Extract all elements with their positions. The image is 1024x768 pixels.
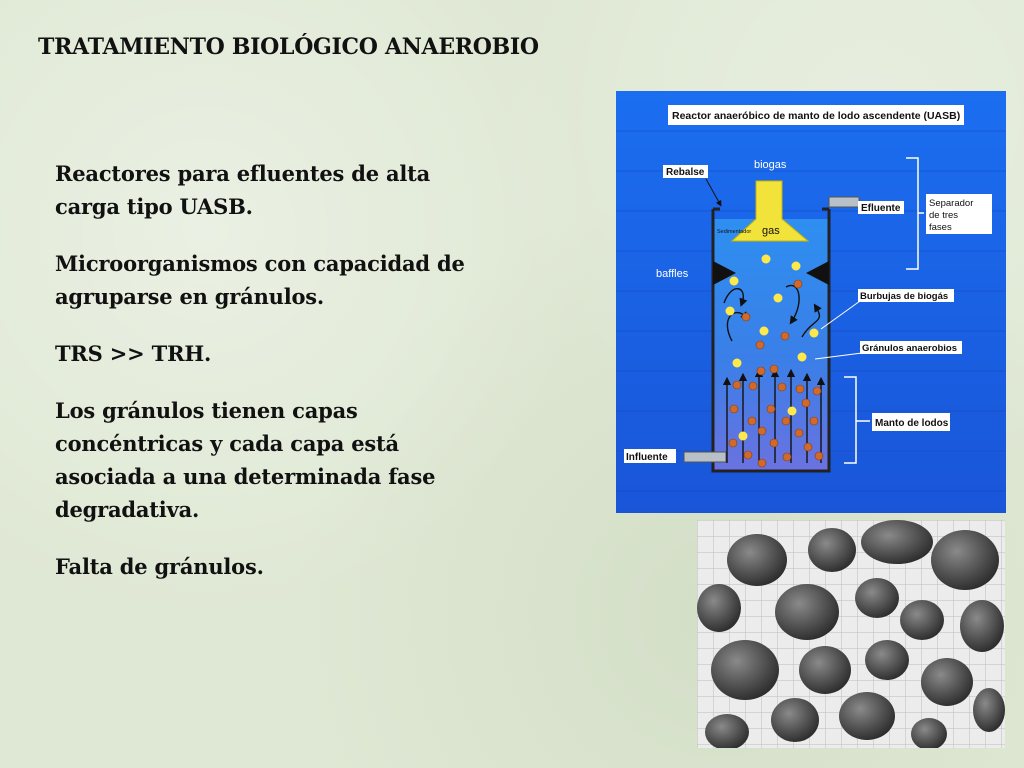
rebalse-label: Rebalse bbox=[666, 167, 705, 178]
baffles-label: baffles bbox=[656, 268, 689, 280]
manto-label: Manto de lodos bbox=[875, 418, 949, 429]
influent-pipe bbox=[684, 452, 726, 462]
separador-line-1: Separador bbox=[929, 198, 974, 209]
reactor-liquid bbox=[713, 219, 829, 471]
granules-photo bbox=[697, 520, 1005, 748]
influente-label: Influente bbox=[626, 452, 668, 463]
biogas-label: biogas bbox=[754, 159, 787, 171]
paragraph-granulos-capas: Los gránulos tienen capas concéntricas y cada capa está asociada a una determinada fase degradativa. bbox=[55, 398, 436, 522]
separador-line-2: de tres bbox=[929, 210, 959, 221]
diagram-heading: Reactor anaeróbico de manto de lodo ascendente (UASB) bbox=[672, 110, 961, 122]
separador-line-3: fases bbox=[929, 222, 952, 233]
granulos-label: Gránulos anaerobios bbox=[862, 343, 958, 354]
paragraph-microorganismos: Microorganismos con capacidad de agruparse en gránulos. bbox=[55, 251, 465, 309]
paragraph-trs-trh: TRS >> TRH. bbox=[55, 341, 212, 366]
gas-label: gas bbox=[762, 225, 780, 237]
burbujas-label: Burbujas de biogás bbox=[860, 291, 949, 302]
bullet-text-block bbox=[55, 157, 495, 607]
sedimentador-label: Sedimentador bbox=[717, 229, 752, 235]
efluente-label: Efluente bbox=[861, 203, 901, 214]
effluent-pipe bbox=[829, 197, 859, 207]
paragraph-falta-granulos: Falta de gránulos. bbox=[55, 554, 264, 579]
uasb-reactor-diagram bbox=[616, 91, 1006, 513]
slide-title: TRATAMIENTO BIOLÓGICO ANAEROBIO bbox=[38, 34, 539, 60]
paragraph-uasb: Reactores para efluentes de alta carga tipo UASB. bbox=[55, 161, 431, 219]
